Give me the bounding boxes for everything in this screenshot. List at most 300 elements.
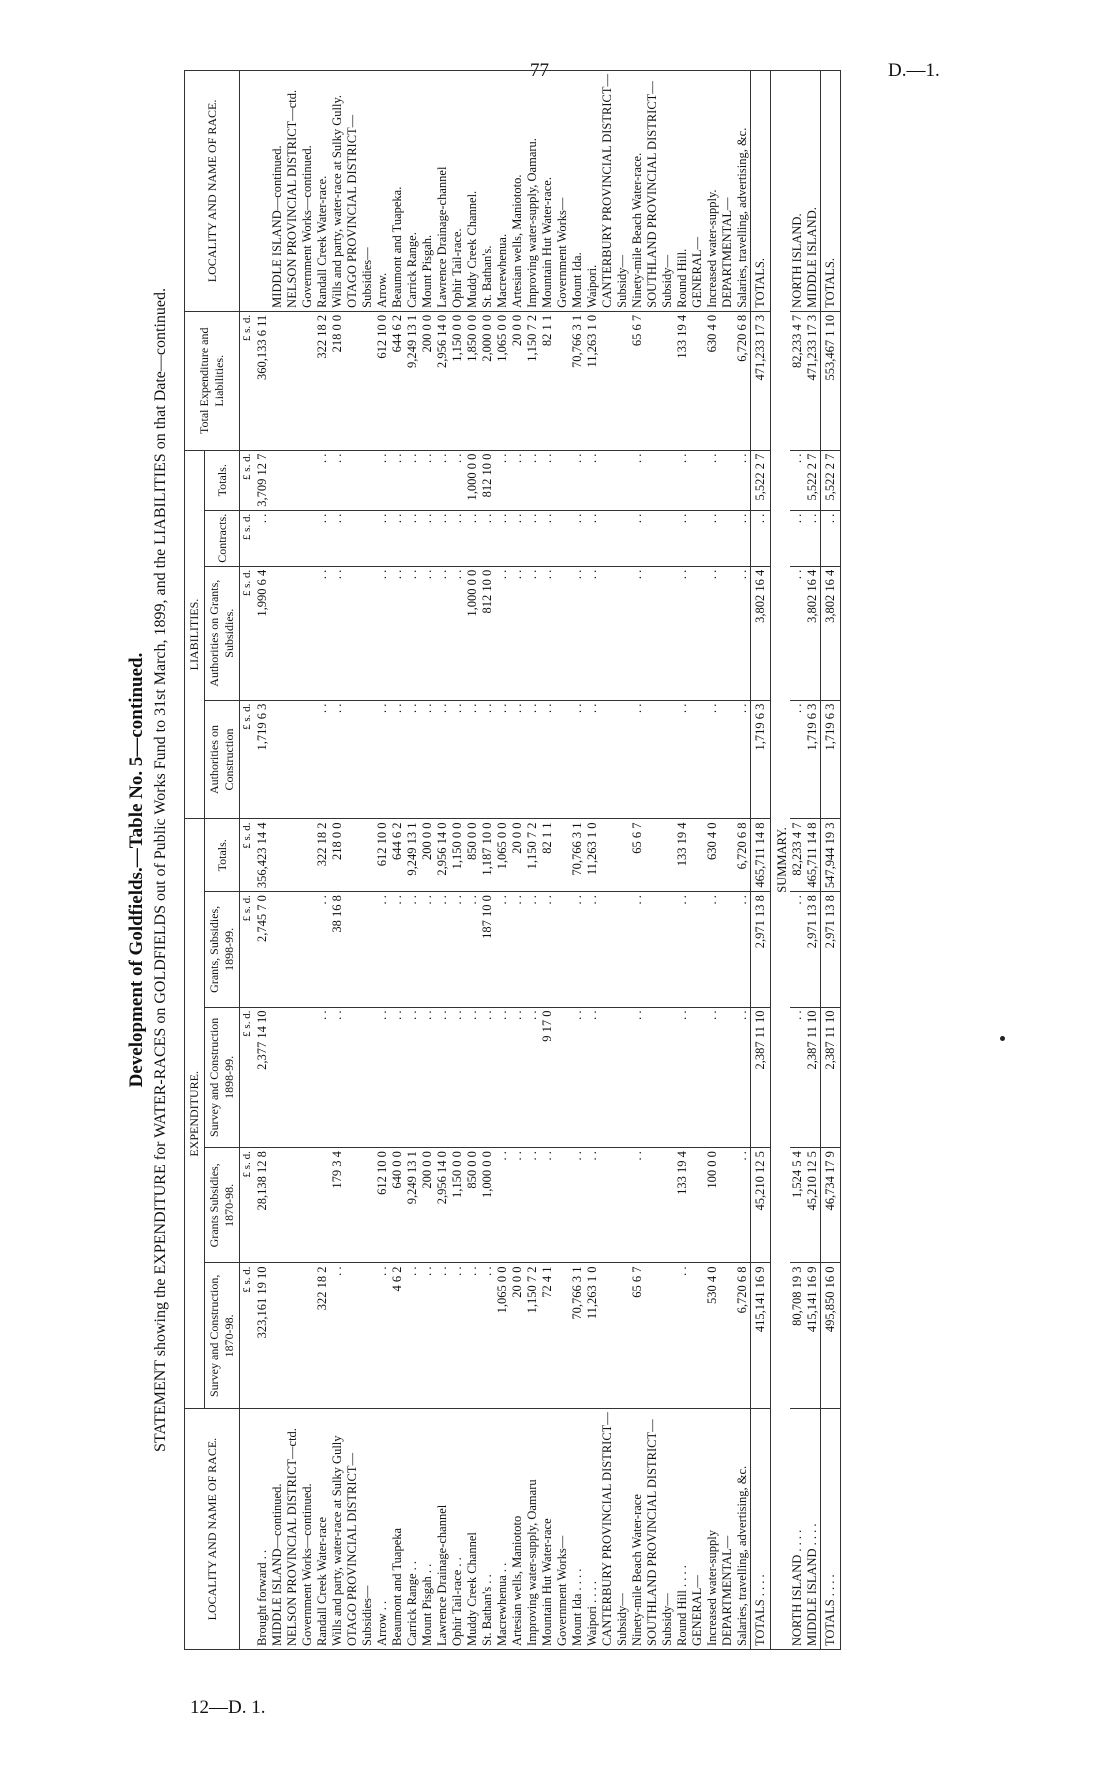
grants-1870-98-cell (615, 1148, 630, 1263)
liab-totals-cell: . . (585, 450, 600, 510)
exp-totals-cell: 200 0 0 (420, 819, 435, 892)
survey-1898-99-cell: . . (495, 1007, 510, 1148)
table-row (405, 71, 420, 1650)
auth-grants-cell: . . (330, 566, 345, 700)
total-exp-liab-cell: 644 6 2 (390, 311, 405, 450)
survey-1898-99-cell (285, 1007, 300, 1148)
locality-right-cell: NORTH ISLAND. (790, 71, 805, 312)
survey-1898-99-cell (720, 1007, 735, 1148)
auth-grants-cell: 1,000 0 0 (465, 566, 480, 700)
survey-1898-99-cell (270, 1007, 285, 1148)
total-exp-liab-cell: 1,150 0 0 (450, 311, 465, 450)
liab-totals-cell (270, 450, 285, 510)
table-row (705, 71, 720, 1650)
contracts-cell: . . (705, 510, 720, 566)
total-exp-liab-cell: 200 0 0 (420, 311, 435, 450)
auth-grants-cell (285, 566, 300, 700)
grants-1898-99-cell: . . (390, 892, 405, 1007)
auth-grants-cell (660, 566, 675, 700)
table-row (540, 71, 555, 1650)
auth-construction-cell (270, 700, 285, 819)
document-reference: D.—1. (888, 60, 940, 81)
contracts-cell (645, 510, 660, 566)
survey-1898-99-cell (300, 1007, 315, 1148)
grants-1898-99-cell: . . (790, 892, 805, 1007)
totals-row (751, 71, 771, 1650)
auth-grants-cell: . . (630, 566, 645, 700)
contracts-cell: . . (805, 510, 821, 566)
auth-grants-cell (360, 566, 375, 700)
grants-1898-99-cell (615, 892, 630, 1007)
locality-cell: Lawrence Drainage-channel (435, 1409, 450, 1650)
locality-cell: Salaries, travelling, advertising, &c. (735, 1409, 751, 1650)
liab-totals-cell (300, 450, 315, 510)
locality-cell: Wills and party, water-race at Sulky Gully (330, 1409, 345, 1650)
auth-construction-cell: . . (375, 700, 390, 819)
liab-totals-cell: . . (790, 450, 805, 510)
survey-1870-98-cell: . . (450, 1263, 465, 1409)
units-label: £ s. d. (240, 1263, 256, 1409)
locality-cell: Muddy Creek Channel (465, 1409, 480, 1650)
contracts-cell: . . (821, 510, 841, 566)
locality-cell: Beaumont and Tuapeka (390, 1409, 405, 1650)
grants-1870-98-cell: 45,210 12 5 (805, 1148, 821, 1263)
auth-construction-cell: . . (315, 700, 330, 819)
locality-right-cell: TOTALS. (821, 71, 841, 312)
header-exp-totals: Totals. (205, 819, 240, 892)
exp-totals-cell: 630 4 0 (705, 819, 720, 892)
grants-1898-99-cell (285, 892, 300, 1007)
total-exp-liab-cell (555, 311, 570, 450)
liab-totals-cell: . . (510, 450, 525, 510)
table-row (645, 71, 660, 1650)
contracts-cell (660, 510, 675, 566)
survey-1898-99-cell: . . (420, 1007, 435, 1148)
auth-construction-cell: . . (405, 700, 420, 819)
units-label: £ s. d. (240, 819, 256, 892)
survey-1898-99-cell: . . (735, 1007, 751, 1148)
auth-construction-cell: . . (790, 700, 805, 819)
survey-1898-99-cell: 2,377 14 10 (255, 1007, 270, 1148)
exp-totals-cell: 133 19 4 (675, 819, 690, 892)
locality-cell: Subsidy— (615, 1409, 630, 1650)
survey-1870-98-cell (660, 1263, 675, 1409)
total-exp-liab-cell (690, 311, 705, 450)
survey-1870-98-cell: 72 4 1 (540, 1263, 555, 1409)
auth-grants-cell: . . (405, 566, 420, 700)
locality-cell: Subsidy— (660, 1409, 675, 1650)
locality-cell: Brought forward . . (255, 1409, 270, 1650)
total-exp-liab-cell: 6,720 6 8 (735, 311, 751, 450)
contracts-cell: . . (405, 510, 420, 566)
grants-1898-99-cell (645, 892, 660, 1007)
liab-totals-cell (720, 450, 735, 510)
grants-1898-99-cell: . . (435, 892, 450, 1007)
survey-1870-98-cell: . . (375, 1263, 390, 1409)
survey-1870-98-cell: 20 0 0 (510, 1263, 525, 1409)
liab-totals-cell: . . (525, 450, 540, 510)
header-liabilities: LIABILITIES. (185, 450, 205, 819)
survey-1898-99-cell (555, 1007, 570, 1148)
auth-construction-cell: . . (570, 700, 585, 819)
exp-totals-cell (645, 819, 660, 892)
locality-cell: Mount Ida . . . . (570, 1409, 585, 1650)
locality-right-cell: SOUTHLAND PROVINCIAL DISTRICT— (645, 71, 660, 312)
grants-1898-99-cell: . . (375, 892, 390, 1007)
total-exp-liab-cell (270, 311, 285, 450)
liab-totals-cell: 5,522 2 7 (821, 450, 841, 510)
liab-totals-cell: . . (315, 450, 330, 510)
auth-construction-cell: . . (540, 700, 555, 819)
grants-1898-99-cell (720, 892, 735, 1007)
auth-grants-cell: . . (790, 566, 805, 700)
auth-construction-cell (345, 700, 360, 819)
grants-1870-98-cell (645, 1148, 660, 1263)
survey-1870-98-cell: 11,263 1 0 (585, 1263, 600, 1409)
auth-grants-cell: . . (525, 566, 540, 700)
table-row (630, 71, 645, 1650)
locality-cell: Round Hill . . . . (675, 1409, 690, 1650)
exp-totals-cell: 82 1 1 (540, 819, 555, 892)
grants-1870-98-cell: . . (735, 1148, 751, 1263)
grants-1870-98-cell: 1,150 0 0 (450, 1148, 465, 1263)
locality-right-cell: Improving water-supply, Oamaru. (525, 71, 540, 312)
locality-right-cell: Increased water-supply. (705, 71, 720, 312)
auth-grants-cell: . . (495, 566, 510, 700)
auth-construction-cell (360, 700, 375, 819)
auth-construction-cell: . . (480, 700, 495, 819)
auth-grants-cell: . . (450, 566, 465, 700)
survey-1898-99-cell: . . (375, 1007, 390, 1148)
units-row (240, 71, 256, 1650)
contracts-cell (270, 510, 285, 566)
survey-1898-99-cell: . . (630, 1007, 645, 1148)
grants-1870-98-cell (720, 1148, 735, 1263)
table-row (675, 71, 690, 1650)
grand-totals-row (821, 71, 841, 1650)
contracts-cell: . . (525, 510, 540, 566)
header-auth-construction: Authorities on Construction (205, 700, 240, 819)
exp-totals-cell (615, 819, 630, 892)
total-exp-liab-cell (600, 311, 615, 450)
auth-construction-cell: 1,719 6 3 (255, 700, 270, 819)
liab-totals-cell: 3,709 12 7 (255, 450, 270, 510)
liab-totals-cell: 5,522 2 7 (751, 450, 771, 510)
grants-1898-99-cell: 187 10 0 (480, 892, 495, 1007)
liab-totals-cell: . . (630, 450, 645, 510)
exp-totals-cell: 644 6 2 (390, 819, 405, 892)
summary-heading-row (771, 71, 791, 1650)
auth-grants-cell: . . (585, 566, 600, 700)
total-exp-liab-cell: 2,956 14 0 (435, 311, 450, 450)
auth-construction-cell (660, 700, 675, 819)
auth-grants-cell: 812 10 0 (480, 566, 495, 700)
grants-1898-99-cell: 2,971 13 8 (805, 892, 821, 1007)
grants-1898-99-cell (360, 892, 375, 1007)
grants-1870-98-cell (315, 1148, 330, 1263)
survey-1898-99-cell: . . (480, 1007, 495, 1148)
grants-1898-99-cell (660, 892, 675, 1007)
auth-grants-cell: 1,990 6 4 (255, 566, 270, 700)
locality-right-cell: GENERAL— (690, 71, 705, 312)
total-exp-liab-cell (300, 311, 315, 450)
survey-1870-98-cell (270, 1263, 285, 1409)
auth-grants-cell (645, 566, 660, 700)
grants-1870-98-cell (300, 1148, 315, 1263)
locality-right-cell: Government Works—continued. (300, 71, 315, 312)
exp-totals-cell: 850 0 0 (465, 819, 480, 892)
total-exp-liab-cell: 1,150 7 2 (525, 311, 540, 450)
locality-cell: Artesian wells, Maniototo (510, 1409, 525, 1650)
total-exp-liab-cell (660, 311, 675, 450)
exp-totals-cell (270, 819, 285, 892)
total-exp-liab-cell (720, 311, 735, 450)
units-label: £ s. d. (240, 450, 256, 510)
header-locality-right: LOCALITY AND NAME OF RACE. (185, 71, 240, 312)
locality-right-cell: Wills and party, water-race at Sulky Gully. (330, 71, 345, 312)
total-exp-liab-cell: 1,065 0 0 (495, 311, 510, 450)
exp-totals-cell: 1,150 0 0 (450, 819, 465, 892)
auth-grants-cell (345, 566, 360, 700)
locality-cell: Improving water-supply, Oamaru (525, 1409, 540, 1650)
table-body (255, 71, 841, 1650)
contracts-cell (300, 510, 315, 566)
survey-1870-98-cell (690, 1263, 705, 1409)
exp-totals-cell: 547,944 19 3 (821, 819, 841, 892)
exp-totals-cell: 2,956 14 0 (435, 819, 450, 892)
locality-right-cell: Randall Creek Water-race. (315, 71, 330, 312)
locality-cell: TOTALS . . . . (751, 1409, 771, 1650)
survey-1870-98-cell: 415,141 16 9 (805, 1263, 821, 1409)
survey-1870-98-cell: 6,720 6 8 (735, 1263, 751, 1409)
auth-construction-cell: . . (495, 700, 510, 819)
locality-cell: Macrewhenua . . (495, 1409, 510, 1650)
survey-1898-99-cell: . . (585, 1007, 600, 1148)
locality-right-cell: NELSON PROVINCIAL DISTRICT—ctd. (285, 71, 300, 312)
grants-1898-99-cell: 2,971 13 8 (751, 892, 771, 1007)
auth-grants-cell (600, 566, 615, 700)
grants-1898-99-cell: . . (510, 892, 525, 1007)
survey-1870-98-cell: . . (465, 1263, 480, 1409)
contracts-cell (720, 510, 735, 566)
locality-right-cell: Ninety-mile Beach Water-race. (630, 71, 645, 312)
header-total-exp-liab: Total Expenditure and Liabilities. (185, 311, 240, 450)
grants-1870-98-cell: 200 0 0 (420, 1148, 435, 1263)
survey-1870-98-cell: 322 18 2 (315, 1263, 330, 1409)
locality-right-cell: Waipori. (585, 71, 600, 312)
total-exp-liab-cell: 133 19 4 (675, 311, 690, 450)
survey-1898-99-cell (660, 1007, 675, 1148)
survey-1870-98-cell: . . (435, 1263, 450, 1409)
liab-totals-cell: 5,522 2 7 (805, 450, 821, 510)
table-row (720, 71, 735, 1650)
auth-grants-cell: . . (705, 566, 720, 700)
grants-1898-99-cell: . . (540, 892, 555, 1007)
grants-1898-99-cell: . . (465, 892, 480, 1007)
locality-right-cell: St. Bathan's. (480, 71, 495, 312)
locality-cell: Arrow . . (375, 1409, 390, 1650)
grants-1870-98-cell (285, 1148, 300, 1263)
total-exp-liab-cell (345, 311, 360, 450)
survey-1898-99-cell: 2,387 11 10 (821, 1007, 841, 1148)
contracts-cell: . . (735, 510, 751, 566)
locality-right-cell: Arrow. (375, 71, 390, 312)
survey-1898-99-cell: . . (315, 1007, 330, 1148)
grants-1898-99-cell: . . (570, 892, 585, 1007)
survey-1870-98-cell (555, 1263, 570, 1409)
grants-1898-99-cell (345, 892, 360, 1007)
locality-right-cell: MIDDLE ISLAND—continued. (270, 71, 285, 312)
units-label: £ s. d. (240, 311, 256, 450)
auth-construction-cell (285, 700, 300, 819)
liab-totals-cell: . . (390, 450, 405, 510)
locality-right-cell: Mount Pisgah. (420, 71, 435, 312)
summary-row (805, 71, 821, 1650)
exp-totals-cell: 9,249 13 1 (405, 819, 420, 892)
grants-1870-98-cell: 2,956 14 0 (435, 1148, 450, 1263)
auth-construction-cell: . . (510, 700, 525, 819)
exp-totals-cell: 1,187 10 0 (480, 819, 495, 892)
contracts-cell (285, 510, 300, 566)
locality-right-cell: Mount Ida. (570, 71, 585, 312)
contracts-cell: . . (585, 510, 600, 566)
table-row (435, 71, 450, 1650)
total-exp-liab-cell: 322 18 2 (315, 311, 330, 450)
total-exp-liab-cell: 360,133 6 11 (255, 311, 270, 450)
units-label: £ s. d. (240, 700, 256, 819)
liab-totals-cell: . . (495, 450, 510, 510)
total-exp-liab-cell: 2,000 0 0 (480, 311, 495, 450)
exp-totals-cell: 65 6 7 (630, 819, 645, 892)
grants-1870-98-cell: 640 0 0 (390, 1148, 405, 1263)
table-row (375, 71, 390, 1650)
exp-totals-cell (600, 819, 615, 892)
auth-grants-cell (690, 566, 705, 700)
locality-cell: Government Works—continued. (300, 1409, 315, 1650)
survey-1898-99-cell: . . (390, 1007, 405, 1148)
exp-totals-cell: 322 18 2 (315, 819, 330, 892)
grants-1870-98-cell: . . (510, 1148, 525, 1263)
survey-1870-98-cell: 1,065 0 0 (495, 1263, 510, 1409)
units-label: £ s. d. (240, 1007, 256, 1148)
survey-1870-98-cell: 80,708 19 3 (790, 1263, 805, 1409)
auth-construction-cell: . . (420, 700, 435, 819)
exp-totals-cell (345, 819, 360, 892)
header-grants-1870-98: Grants Subsidies, 1870-98. (205, 1148, 240, 1263)
grants-1870-98-cell (690, 1148, 705, 1263)
grants-1870-98-cell: 850 0 0 (465, 1148, 480, 1263)
survey-1898-99-cell: . . (435, 1007, 450, 1148)
grants-1870-98-cell: . . (585, 1148, 600, 1263)
locality-right-cell: Government Works— (555, 71, 570, 312)
auth-grants-cell: 3,802 16 4 (821, 566, 841, 700)
grants-1898-99-cell: . . (495, 892, 510, 1007)
auth-grants-cell: 3,802 16 4 (751, 566, 771, 700)
survey-1898-99-cell (615, 1007, 630, 1148)
survey-1898-99-cell: . . (675, 1007, 690, 1148)
grants-1870-98-cell: 45,210 12 5 (751, 1148, 771, 1263)
total-exp-liab-cell: 82 1 1 (540, 311, 555, 450)
expenditure-table (184, 70, 841, 1650)
table-row (345, 71, 360, 1650)
grants-1898-99-cell: . . (420, 892, 435, 1007)
table-row (285, 71, 300, 1650)
grants-1898-99-cell (600, 892, 615, 1007)
locality-right-cell: Subsidy— (660, 71, 675, 312)
survey-1870-98-cell: . . (420, 1263, 435, 1409)
grants-1898-99-cell: . . (450, 892, 465, 1007)
locality-cell: Carrick Range . . (405, 1409, 420, 1650)
liab-totals-cell (345, 450, 360, 510)
liab-totals-cell (360, 450, 375, 510)
locality-cell: Subsidies— (360, 1409, 375, 1650)
exp-totals-cell: 465,711 14 8 (751, 819, 771, 892)
auth-construction-cell: . . (585, 700, 600, 819)
locality-cell: NELSON PROVINCIAL DISTRICT—ctd. (285, 1409, 300, 1650)
exp-totals-cell (555, 819, 570, 892)
liab-totals-cell: 812 10 0 (480, 450, 495, 510)
exp-totals-cell: 70,766 3 1 (570, 819, 585, 892)
survey-1898-99-cell: . . (450, 1007, 465, 1148)
locality-right-cell: Muddy Creek Channel. (465, 71, 480, 312)
survey-1870-98-cell (345, 1263, 360, 1409)
exp-totals-cell: 465,711 14 8 (805, 819, 821, 892)
survey-1870-98-cell (615, 1263, 630, 1409)
contracts-cell: . . (675, 510, 690, 566)
locality-right-cell: OTAGO PROVINCIAL DISTRICT— (345, 71, 360, 312)
exp-totals-cell (720, 819, 735, 892)
auth-construction-cell (555, 700, 570, 819)
liab-totals-cell: . . (405, 450, 420, 510)
survey-1898-99-cell (645, 1007, 660, 1148)
grants-1870-98-cell: 100 0 0 (705, 1148, 720, 1263)
table-row (555, 71, 570, 1650)
survey-1898-99-cell: . . (790, 1007, 805, 1148)
header-survey-1898-99: Survey and Construction 1898-99. (205, 1007, 240, 1148)
exp-totals-cell (360, 819, 375, 892)
exp-totals-cell (690, 819, 705, 892)
locality-cell: Mountain Hut Water-race (540, 1409, 555, 1650)
locality-right-cell: Subsidies— (360, 71, 375, 312)
exp-totals-cell: 356,423 14 4 (255, 819, 270, 892)
auth-construction-cell (300, 700, 315, 819)
survey-1870-98-cell (645, 1263, 660, 1409)
header-locality: LOCALITY AND NAME OF RACE. (185, 1409, 240, 1650)
auth-grants-cell: . . (540, 566, 555, 700)
exp-totals-cell: 1,150 7 2 (525, 819, 540, 892)
contracts-cell: . . (570, 510, 585, 566)
survey-1898-99-cell: . . (705, 1007, 720, 1148)
header-expenditure: EXPENDITURE. (185, 819, 205, 1409)
liab-totals-cell (645, 450, 660, 510)
grants-1870-98-cell: 28,138 12 8 (255, 1148, 270, 1263)
auth-grants-cell (720, 566, 735, 700)
grants-1870-98-cell (600, 1148, 615, 1263)
grants-1870-98-cell: 1,000 0 0 (480, 1148, 495, 1263)
auth-grants-cell: . . (735, 566, 751, 700)
locality-right-cell: Round Hill. (675, 71, 690, 312)
rotated-table-block (120, 50, 1114, 1690)
grants-1898-99-cell (690, 892, 705, 1007)
survey-1870-98-cell: . . (405, 1263, 420, 1409)
contracts-cell: . . (790, 510, 805, 566)
contracts-cell (615, 510, 630, 566)
grants-1870-98-cell (360, 1148, 375, 1263)
contracts-cell: . . (330, 510, 345, 566)
locality-cell: OTAGO PROVINCIAL DISTRICT— (345, 1409, 360, 1650)
auth-construction-cell: 1,719 6 3 (821, 700, 841, 819)
exp-totals-cell (285, 819, 300, 892)
